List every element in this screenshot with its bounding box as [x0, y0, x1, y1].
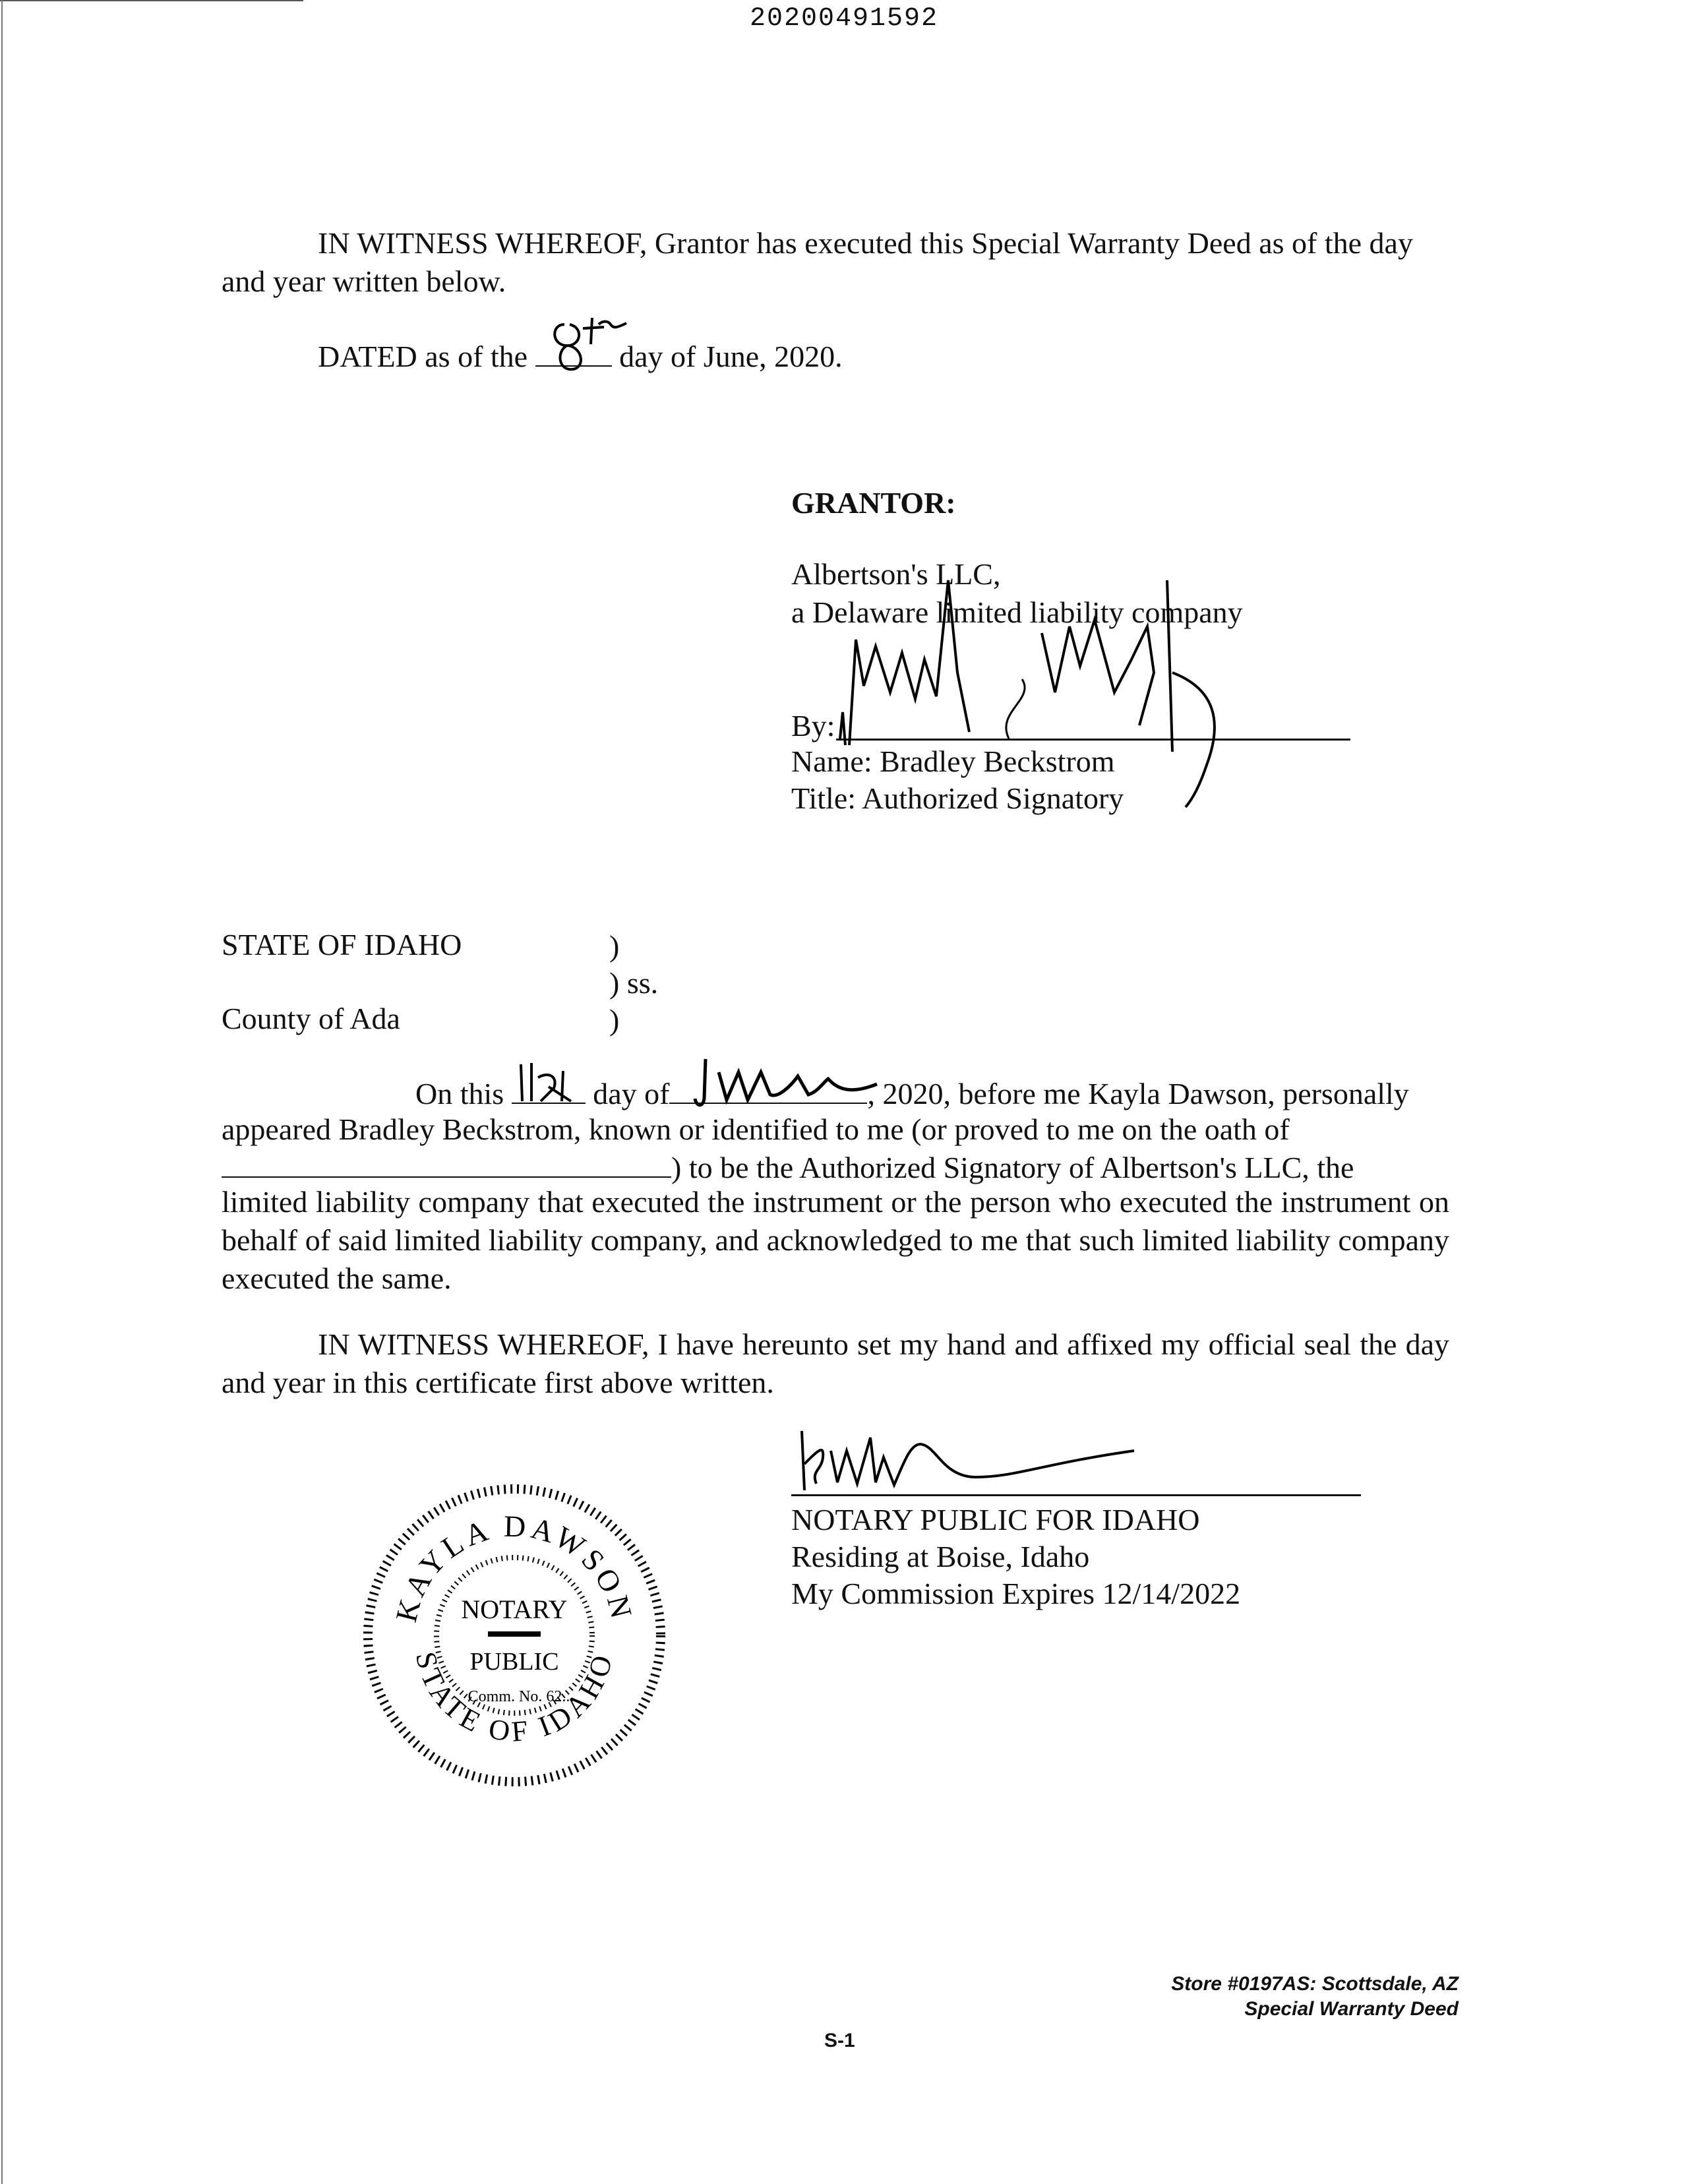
notary-signature [791, 1424, 1160, 1503]
ack-line3-text: ) to be the Authorized Signatory of Albertson's LLC, the [671, 1151, 1354, 1184]
grantor-heading: GRANTOR: [791, 486, 956, 520]
grantor-title: Title: Authorized Signatory [791, 781, 1124, 815]
venue-paren-ss: ) ss. [609, 966, 659, 1000]
seal-bottom-text: STATE OF IDAHO [409, 1648, 620, 1749]
ack-remaining-text: limited liability company that executed the instrument or the person who executed the instrument on behalf of said limited liability company, and acknowledged to me that such limited liability company executed the same. [222, 1185, 1449, 1295]
ack-day-of: day of [593, 1077, 670, 1110]
grantor-name: Name: Bradley Beckstrom [791, 744, 1115, 778]
venue-paren-1: ) [609, 929, 620, 963]
witness-paragraph-notary: IN WITNESS WHEREOF, I have hereunto set my hand and affixed my official seal the day and year in this certificate first above written. [222, 1327, 1449, 1399]
notary-signature-line [791, 1494, 1361, 1496]
venue-paren-3: ) [609, 1003, 620, 1037]
seal-comm-text: Comm. No. 62... [467, 1688, 574, 1705]
dated-suffix: day of June, 2020. [619, 340, 843, 373]
recording-number: 20200491592 [749, 4, 939, 34]
footer-doc-title: Special Warranty Deed [1244, 1998, 1459, 2020]
seal-divider [488, 1631, 541, 1637]
ack-day-handwriting [512, 1058, 586, 1110]
notary-residing: Residing at Boise, Idaho [791, 1540, 1090, 1573]
witness-paragraph-grantor: IN WITNESS WHEREOF, Grantor has executed this Special Warranty Deed as of the day and year written below. [222, 226, 1413, 298]
ack-line-2: appeared Bradley Beckstrom, known or identified to me (or proved to me on the oath of [222, 1112, 1290, 1146]
seal-public-text: PUBLIC [469, 1648, 559, 1676]
footer-store: Store #0197AS: Scottsdale, AZ [1171, 1973, 1459, 1995]
footer-block [923, 1972, 1459, 2022]
ack-oath-blank [222, 1147, 671, 1178]
scan-left-edge [1, 0, 3, 2184]
scan-top-line [0, 0, 303, 1]
grantor-by-label: By: [791, 709, 835, 743]
ack-month-handwriting [692, 1052, 903, 1112]
seal-notary-text: NOTARY [461, 1594, 568, 1624]
page-number: S-1 [824, 2030, 855, 2051]
ack-line-3 [222, 1147, 1449, 1187]
venue-state: STATE OF IDAHO [222, 928, 462, 961]
venue-county: County of Ada [222, 1002, 400, 1035]
ack-line1-rest: , 2020, before me Kayla Dawson, personally [867, 1077, 1409, 1110]
dated-prefix: DATED as of the [318, 340, 528, 373]
grantor-company-desc: a Delaware limited liability company [791, 595, 1243, 629]
grantor-company: Albertson's LLC, [791, 557, 1001, 591]
notary-commission: My Commission Expires 12/14/2022 [791, 1577, 1241, 1610]
ack-on-this: On this [415, 1077, 504, 1110]
seal-top-text: KAYLA DAWSON [389, 1509, 640, 1625]
dated-day-handwriting [545, 305, 637, 377]
grantor-signature [837, 541, 1259, 818]
notary-title: NOTARY PUBLIC FOR IDAHO [791, 1503, 1200, 1536]
notary-seal [356, 1477, 673, 1794]
